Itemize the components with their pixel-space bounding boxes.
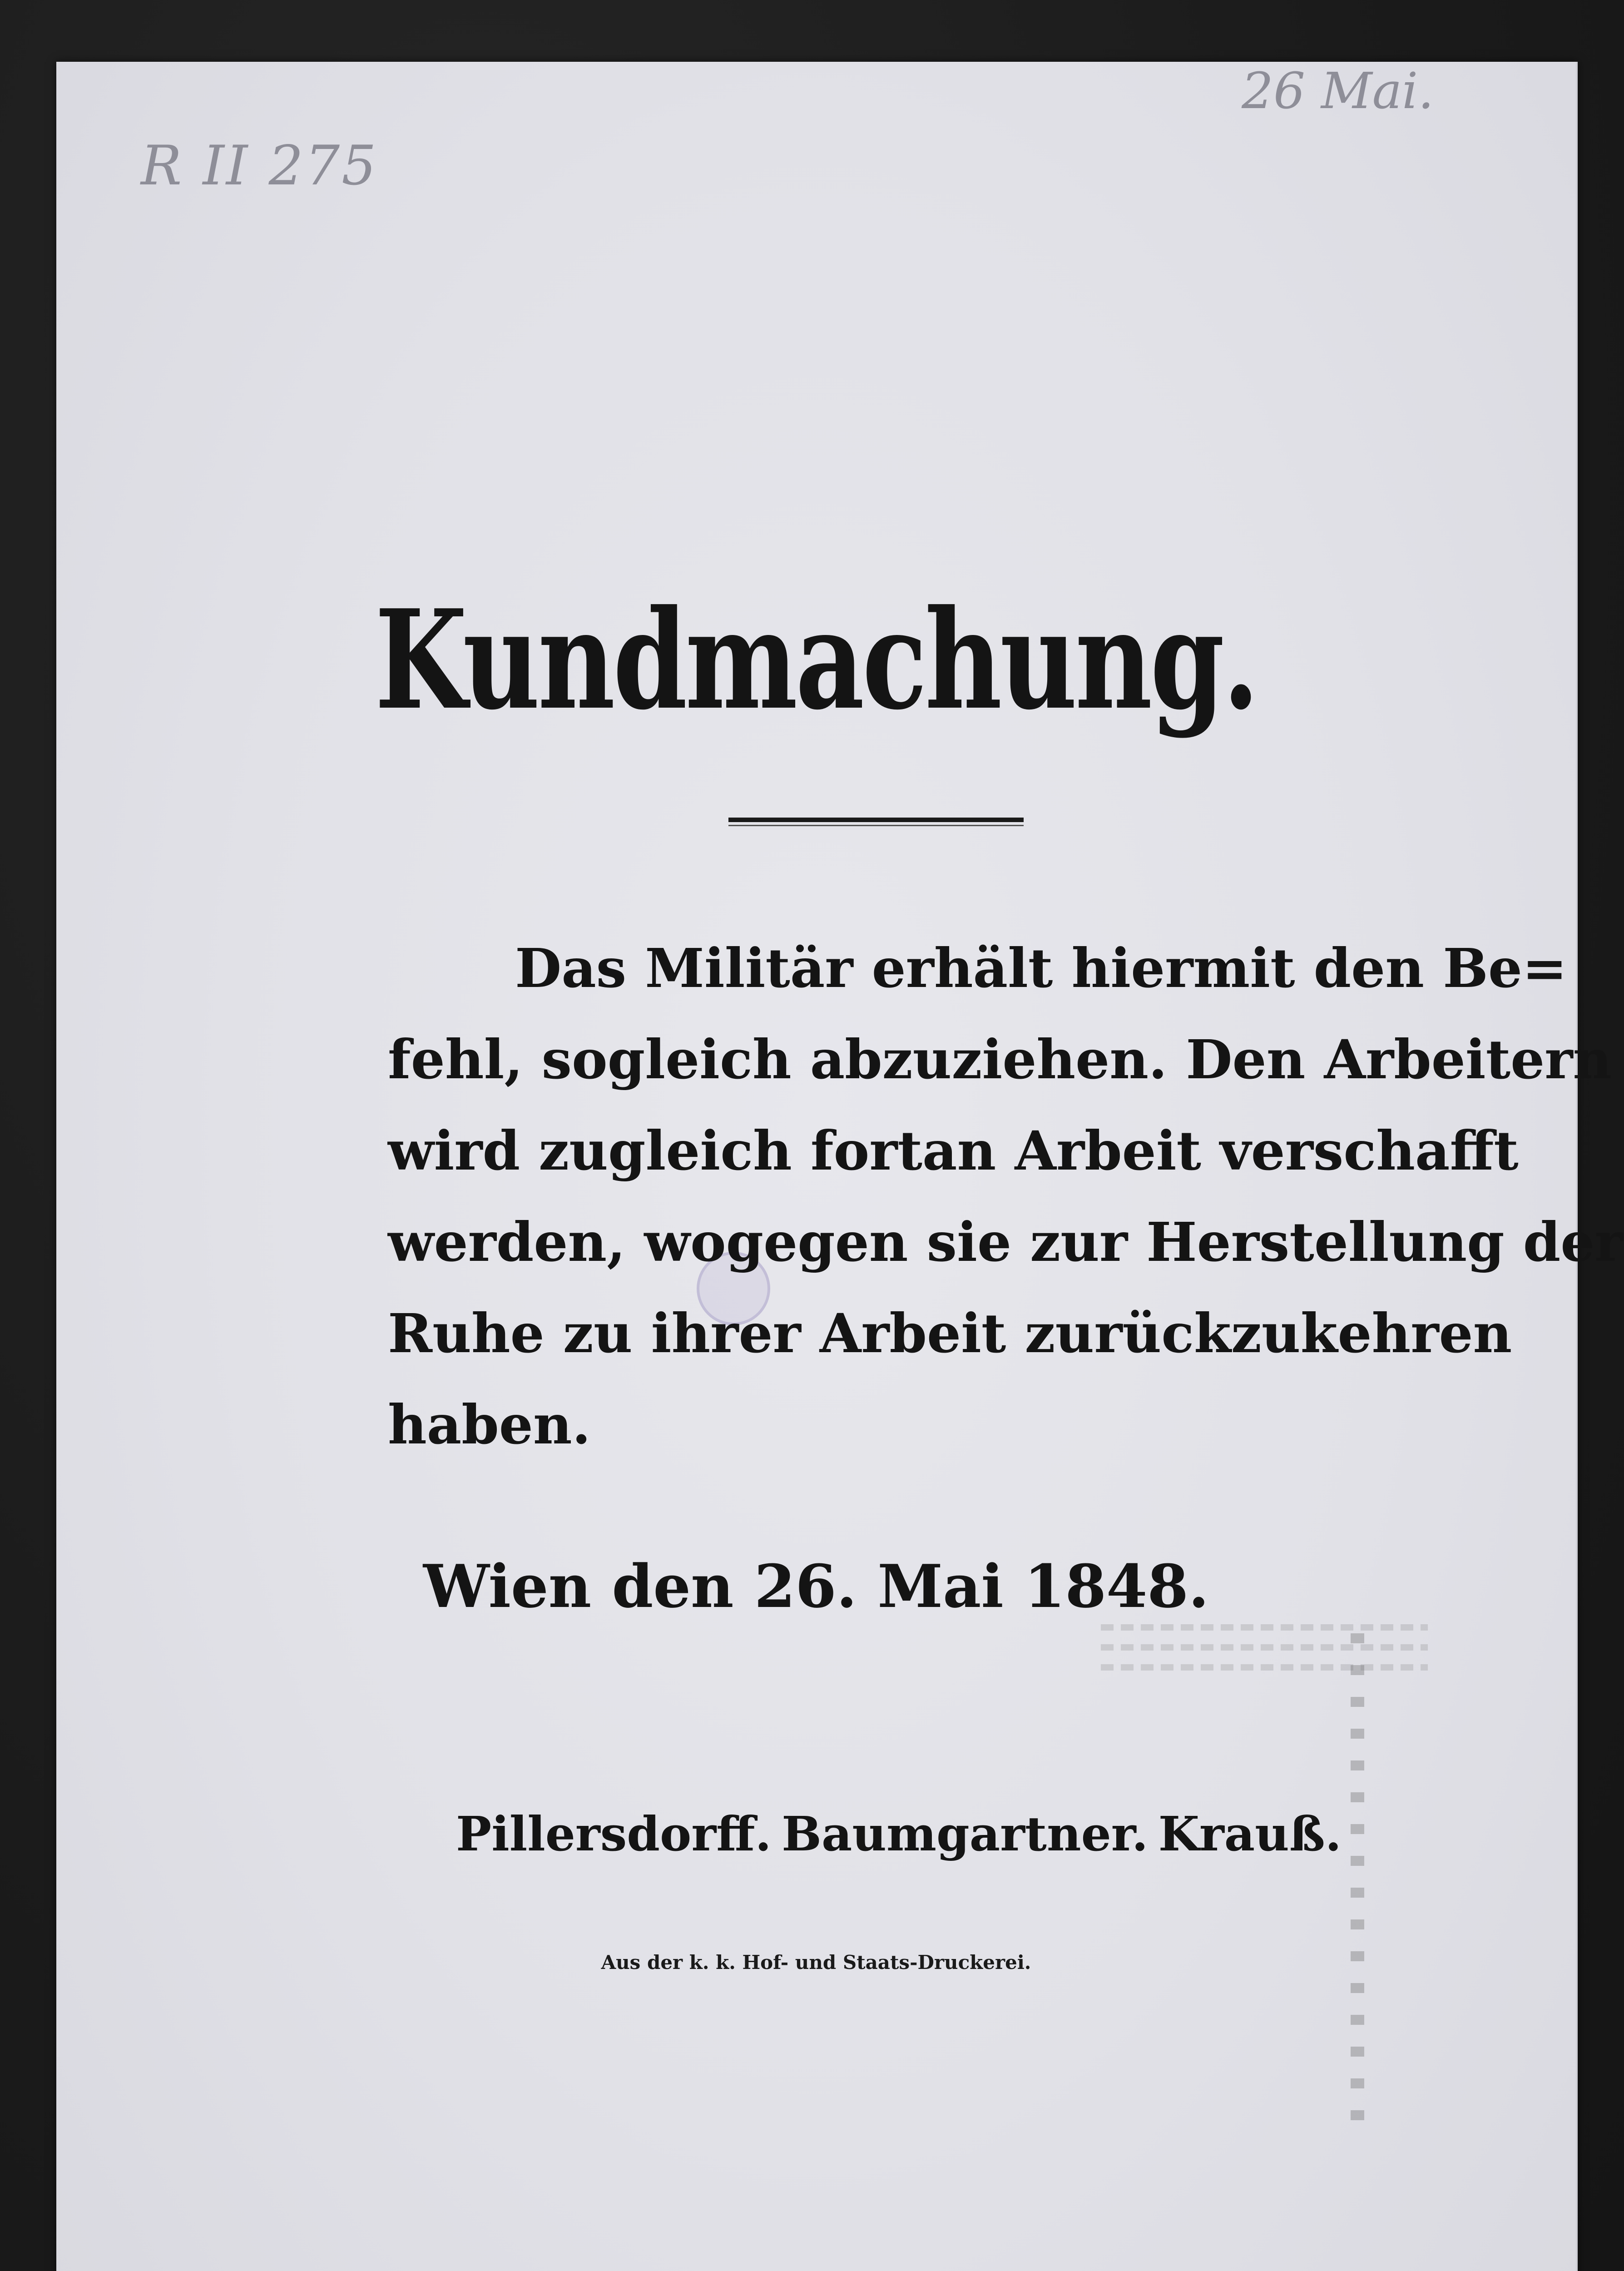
title-divider [728, 818, 1024, 822]
show-through-text [1101, 1624, 1428, 1697]
body-line: haben. [388, 1393, 591, 1456]
archive-reference-annotation: R II 275 [141, 134, 378, 198]
body-line: wird zugleich fortan Arbeit verschafft [388, 1119, 1519, 1182]
document-title: Kundmachung. [375, 580, 1258, 740]
signatories [456, 1806, 1342, 1862]
signatory-baumgartner: Baumgartner. [782, 1806, 1149, 1862]
margin-show-through [1351, 1633, 1364, 2142]
body-line: werden, wogegen sie zur Herstellung der [388, 1210, 1623, 1274]
title-divider-fine [728, 825, 1024, 826]
body-line: fehl, sogleich abzuziehen. Den Arbeitern [388, 1028, 1612, 1091]
body-line: Das Militär erhält hiermit den Be= [515, 937, 1567, 1000]
proclamation-body [388, 922, 1623, 1470]
body-line: Ruhe zu ihrer Arbeit zurückzukehren [388, 1302, 1512, 1365]
handwritten-date-annotation: 26 Mai. [1242, 62, 1434, 120]
proclamation-sheet [56, 62, 1623, 2271]
place-and-date: Wien den 26. Mai 1848. [423, 1552, 1209, 1621]
printer-imprint: Aus der k. k. Hof- und Staats-Druckerei. [601, 1951, 1031, 1973]
signatory-krauss: Krauß. [1158, 1806, 1342, 1862]
signatory-pillersdorff: Pillersdorff. [456, 1806, 772, 1862]
